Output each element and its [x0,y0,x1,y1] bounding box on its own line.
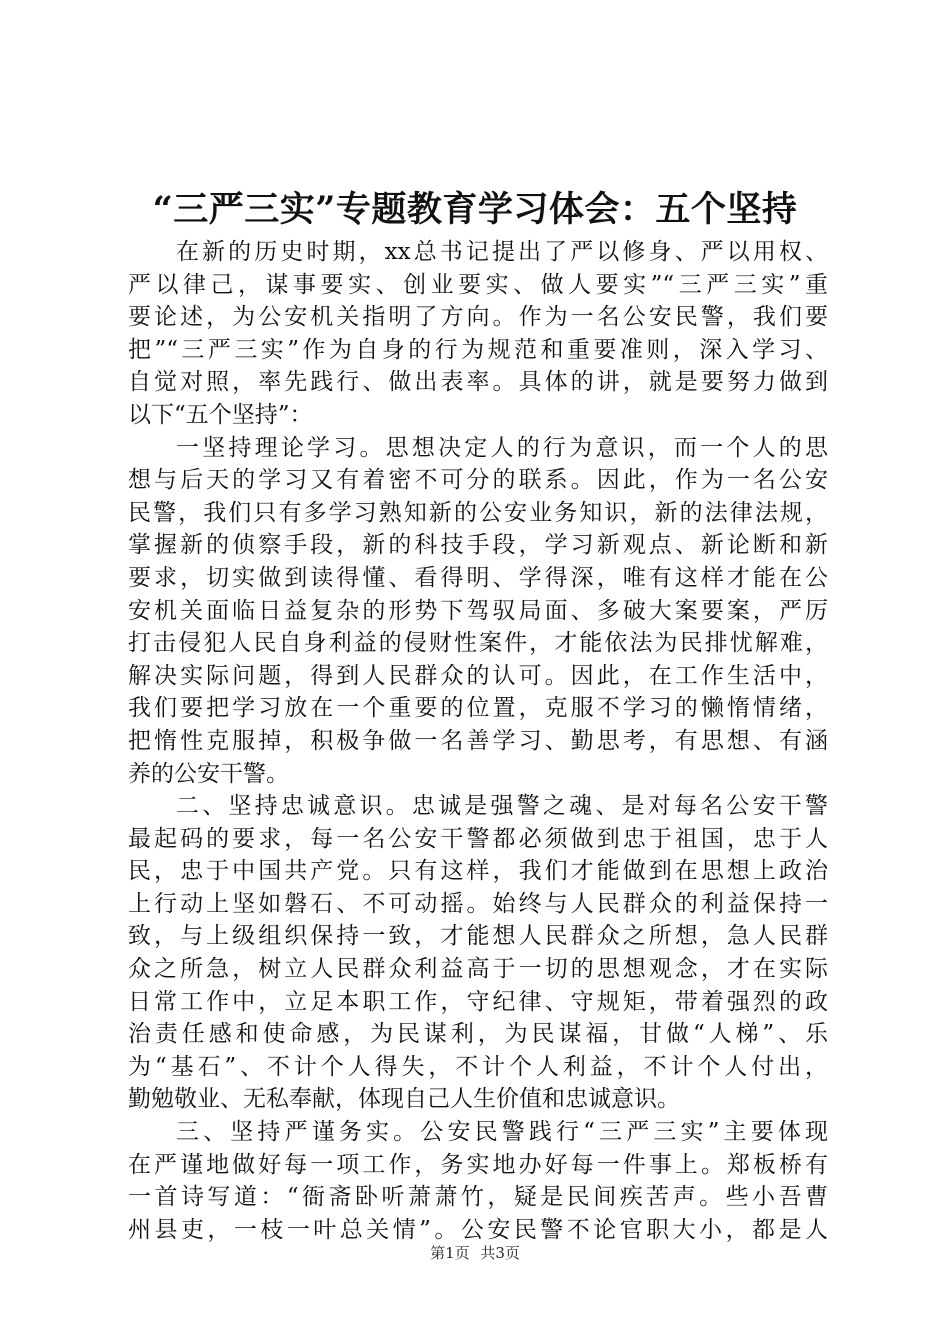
text-line: 要求，切实做到读得懂、看得明、学得深，唯有这样才能在公 [128,564,828,591]
text-line: 日常工作中，立足本职工作，守纪律、守规矩，带着强烈的政 [128,988,828,1015]
text-line: 要论述，为公安机关指明了方向。作为一名公安民警，我们要 [128,304,828,331]
text-line: 打击侵犯人民自身利益的侵财性案件，才能依法为民排忧解难， [128,630,828,657]
text-line: 民警，我们只有多学习熟知新的公安业务知识，新的法律法规， [128,499,828,526]
document-body [128,236,828,1246]
text-line: 民，忠于中国共产党。只有这样，我们才能做到在思想上政治 [128,858,828,885]
text-line: 掌握新的侦察手段，新的科技手段，学习新观点、新论断和新 [128,532,828,559]
text-line: 众之所急，树立人民群众利益高于一切的思想观念，才在实际 [128,956,828,983]
text-line: 治责任感和使命感，为民谋利，为民谋福，甘做“人梯”、乐 [128,1021,828,1048]
text-line: 最起码的要求，每一名公安干警都必须做到忠于祖国，忠于人 [128,825,828,852]
text-line: 为“基石”、不计个人得失，不计个人利益，不计个人付出， [128,1053,828,1080]
text-line: 安机关面临日益复杂的形势下驾驭局面、多破大案要案，严厉 [128,597,828,624]
text-line: 把”“三严三实”作为自身的行为规范和重要准则，深入学习、 [128,336,828,363]
text-line: 一坚持理论学习。思想决定人的行为意识，而一个人的思 [176,434,828,461]
text-line: 在新的历史时期，xx总书记提出了严以修身、严以用权、 [176,239,828,265]
text-line: 二、坚持忠诚意识。忠诚是强警之魂、是对每名公安干警 [176,793,828,820]
text-line: 一首诗写道：“衙斋卧听萧萧竹，疑是民间疾苦声。些小吾曹 [128,1184,828,1211]
text-line: 我们要把学习放在一个重要的位置，克服不学习的懒惰情绪， [128,695,828,722]
page-total: 共3页 [480,1244,520,1262]
text-line: 解决实际问题，得到人民群众的认可。因此，在工作生活中， [128,662,828,689]
page-number: 第1页 [430,1244,470,1262]
text-line: 想与后天的学习又有着密不可分的联系。因此，作为一名公安 [128,467,828,494]
text-line: 勤勉敬业、无私奉献，体现自己人生价值和忠诚意识。 [128,1086,680,1113]
text-line: 自觉对照，率先践行、做出表率。具体的讲，就是要努力做到 [128,369,828,396]
text-line: 严以律己，谋事要实、创业要实、做人要实”“三严三实”重 [128,271,828,298]
document-title: “三严三实”专题教育学习体会：五个坚持 [152,189,798,230]
text-line: 把惰性克服掉，积极争做一名善学习、勤思考，有思想、有涵 [128,727,828,754]
text-line: 在严谨地做好每一项工作，务实地办好每一件事上。郑板桥有 [128,1151,828,1178]
page-footer [0,1242,950,1264]
text-line: 以下“五个坚持”： [128,401,313,428]
text-line: 致，与上级组织保持一致，才能想人民群众之所想，急人民群 [128,923,828,950]
text-line: 养的公安干警。 [128,760,289,787]
text-line: 三、坚持严谨务实。公安民警践行“三严三实”主要体现 [176,1119,828,1146]
text-line: 上行动上坚如磐石、不可动摇。始终与人民群众的利益保持一 [128,890,828,917]
text-line: 州县吏，一枝一叶总关情”。公安民警不论官职大小，都是人 [128,1216,828,1243]
